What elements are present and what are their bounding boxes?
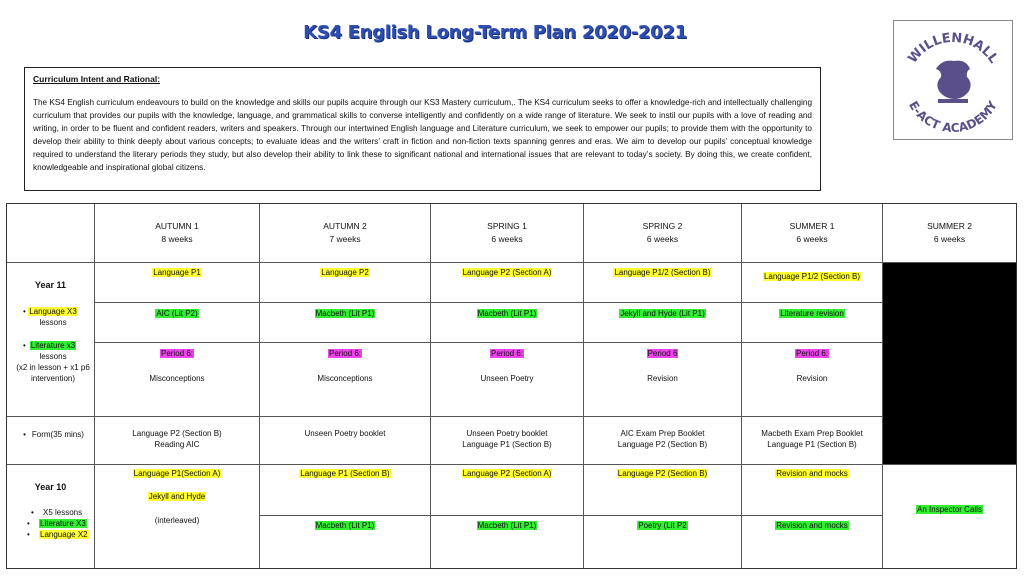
- logo-top-text: WILLENHALL: [905, 30, 1001, 67]
- y11-lang-cell: Language P2: [321, 268, 369, 277]
- y11-p6-cell: Period 6: [647, 349, 678, 358]
- year10-lessons: • X5 lessons • Literature X3 • Language X2: [27, 508, 88, 539]
- y11-lang-cell: Language P1: [153, 268, 201, 277]
- y10-lit-cell: Macbeth (Lit P1): [477, 521, 537, 530]
- term-header: AUTUMN 1 8 weeks: [155, 221, 199, 244]
- y10-lang-cell: Language P1 (Section B): [300, 469, 390, 478]
- y11-p6-cell: Period 6:: [160, 349, 194, 358]
- form-cell: Macbeth Exam Prep Booklet Language P1 (Section B): [761, 429, 863, 449]
- y10-lang-cell: Language P2 (Section B): [617, 469, 708, 478]
- page-title: KS4 English Long-Term Plan 2020-2021: [303, 22, 687, 43]
- y11-lang-cell: Language P1/2 (Section B): [614, 268, 711, 277]
- logo-crest-icon: [894, 21, 1012, 139]
- year11-lessons: • Language X3 lessons • Literature x3 lessons (x2 in lesson + x1 p6 intervention): [16, 307, 90, 383]
- y10-lang-cell: Language P2 (Section A): [462, 469, 552, 478]
- y11-lang-cell: Language P2 (Section A): [462, 268, 552, 277]
- y11-lit-cell: Macbeth (Lit P1): [477, 309, 537, 318]
- academy-logo: [893, 20, 1013, 140]
- y10-a1-extra: (interleaved): [154, 516, 200, 525]
- y11-lit-cell: AIC (Lit P2): [156, 309, 198, 318]
- term-header: SUMMER 2 6 weeks: [927, 221, 972, 244]
- term-header: AUTUMN 2 7 weeks: [323, 221, 367, 244]
- y10-lang-cell: Revision and mocks: [776, 469, 848, 478]
- y11-lit-cell: Literature revision: [780, 309, 844, 318]
- y11-p6-cell: Period 6:: [795, 349, 829, 358]
- lion-icon: [936, 61, 971, 103]
- year10-label: Year 10: [34, 482, 67, 492]
- y11-lit-cell: Macbeth (Lit P1): [315, 309, 375, 318]
- y10-lit-cell: Macbeth (Lit P1): [315, 521, 375, 530]
- curriculum-intent-box: [24, 67, 821, 191]
- y10-summer2-cell: An Inspector Calls: [917, 505, 982, 514]
- y11-lang-cell: Language P1/2 (Section B): [763, 272, 861, 281]
- form-label: • Form(35 mins): [23, 430, 84, 439]
- form-cell: AIC Exam Prep Booklet Language P2 (Section B): [617, 429, 708, 449]
- form-cell: Language P2 (Section B) Reading AIC: [132, 429, 222, 449]
- summer2-year11-block: [883, 263, 1016, 464]
- y11-p6-cell: Period 6:: [328, 349, 362, 358]
- intent-body: The KS4 English curriculum endeavours to build on the knowledge and skills our pupils acquire through our KS3 Mastery curriculum,. The KS4 curriculum seeks to offer a knowledge-rich and intellectually challenging curriculum that provides our pupils with the knowledge, language, and grammatical skills to converse intelligently and confidently on a wide range of literature. We seek to instil our pupils with a love of reading and writing, in order to be fluent and confident readers, writers and speakers. Through our intertwined English language and Literature curriculum, we seek to empower our pupils; to provide them with the opportunity to develop their ability to think deeply about various concepts; to evaluate ideas and the writers’ craft in fiction and non-fiction texts spanning genres and eras. We aim to develop our pupils’ conceptual knowledge required to understand the literary periods they study, but also develop their ability to link these to significant national and international issues that are relevant to today’s society. By doing this, we create confident, knowledgeable and inspirational global citizens.: [33, 98, 812, 172]
- y11-p6-text: Misconceptions: [149, 374, 205, 383]
- y10-lang-cell: Language P1(Section A): [133, 469, 221, 478]
- y11-p6-text: Unseen Poetry: [480, 374, 534, 383]
- logo-bottom-text: E-ACT ACADEMY: [906, 98, 1000, 136]
- y11-lit-cell: Jekyll and Hyde (Lit P1): [620, 309, 705, 318]
- form-cell: Unseen Poetry booklet: [304, 429, 386, 438]
- intent-heading: Curriculum Intent and Rational:: [33, 74, 161, 84]
- y11-p6-text: Revision: [796, 374, 828, 383]
- year11-label: Year 11: [34, 280, 67, 290]
- long-term-plan-table: [6, 203, 1017, 569]
- y11-p6-text: Misconceptions: [317, 374, 373, 383]
- term-header: SUMMER 1 6 weeks: [789, 221, 835, 244]
- y10-lit-cell: Poetry (Lit P2: [638, 521, 687, 530]
- y10-a1-extra: Jekyll and Hyde: [148, 492, 206, 501]
- form-cell: Unseen Poetry booklet Language P1 (Section B): [462, 429, 552, 449]
- y11-p6-cell: Period 6:: [490, 349, 524, 358]
- term-header: SPRING 1 6 weeks: [487, 221, 527, 244]
- term-header: SPRING 2 6 weeks: [642, 221, 683, 244]
- y11-p6-text: Revision: [647, 374, 678, 383]
- y10-lit-cell: Revision and mocks: [776, 521, 848, 530]
